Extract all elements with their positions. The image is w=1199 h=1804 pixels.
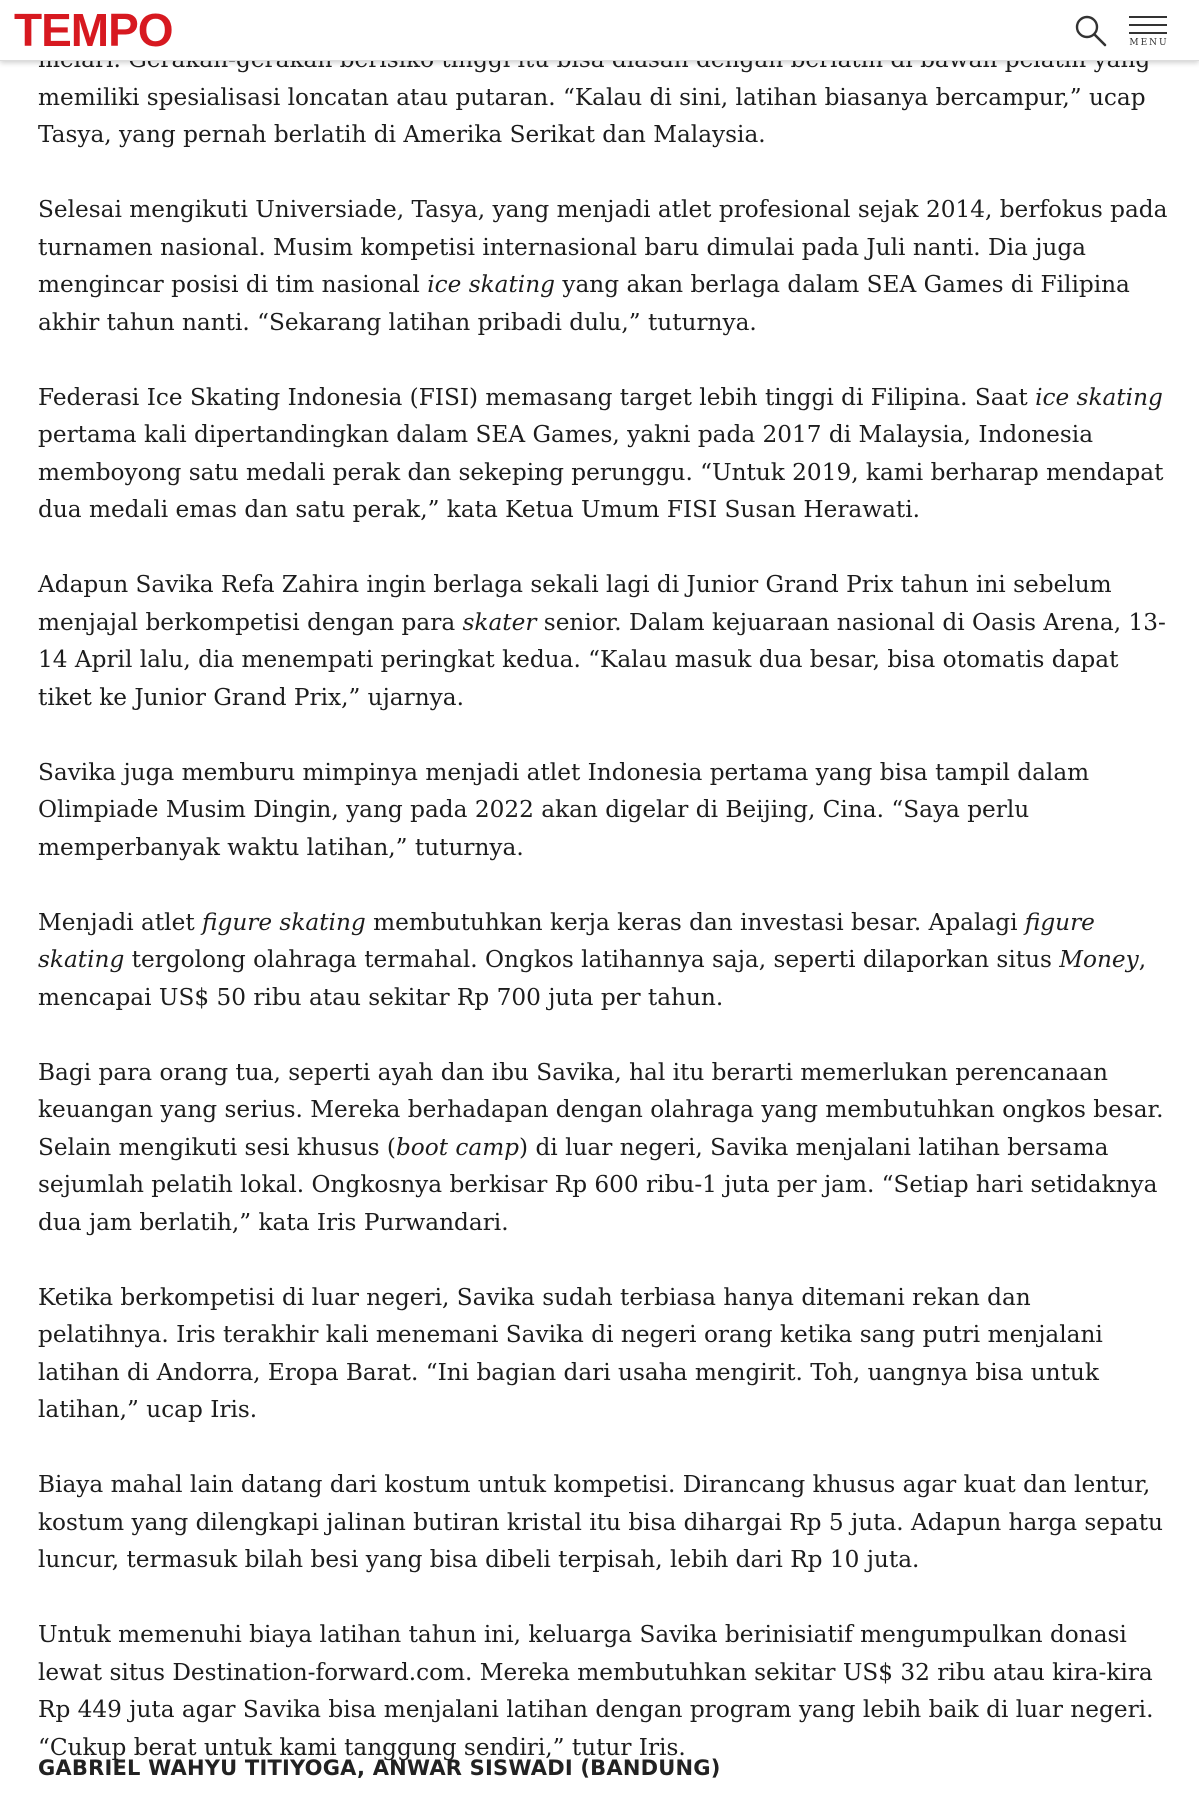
italic-term: figure skating: [38, 908, 1095, 973]
paragraph-text: Selesai mengikuti Universiade, Tasya, yang menjadi atlet profesional sejak 2014, berfokus pada turnamen nasional. Musim kompetisi internasional baru dimulai pada Juli nanti. Dia juga mengincar posisi di tim nasional: [38, 196, 1168, 298]
article-byline: GABRIEL WAHYU TITIYOGA, ANWAR SISWADI (BANDUNG): [38, 1756, 721, 1780]
article-paragraph: [38, 191, 1168, 341]
italic-term: figure skating: [202, 908, 366, 936]
top-nav-bar: [0, 0, 1199, 61]
menu-label: MENU: [1129, 38, 1169, 48]
italic-term: ice skating: [427, 271, 555, 298]
paragraph-text: yang akan berlaga dalam SEA Games di Filipina akhir tahun nanti. “Sekarang latihan pribadi dulu,” tuturnya.: [38, 271, 1130, 336]
hamburger-menu-icon-bar: [1129, 24, 1167, 26]
paragraph-text: , mencapai US$ 50 ribu atau sekitar Rp 700 juta per tahun.: [38, 946, 1147, 1011]
article-paragraph: [38, 1279, 1168, 1429]
italic-term: Money: [1059, 946, 1139, 973]
italic-term: boot camp: [395, 1133, 520, 1161]
paragraph-text: Federasi Ice Skating Indonesia (FISI) memasang target lebih tinggi di Filipina. Saat: [38, 383, 1036, 411]
hamburger-menu-icon: [1129, 16, 1167, 18]
tempo-logo[interactable]: TEMPO: [14, 4, 173, 56]
paragraph-text: ) di luar negeri, Savika menjalani latihan bersama sejumlah pelatih lokal. Ongkosnya berkisar Rp 600 ribu-1 juta per jam. “Setiap hari setidaknya dua jam berlatih,” kata Iris Purwandari.: [38, 1133, 1158, 1236]
paragraph-text: membutuhkan kerja keras dan investasi besar. Apalagi: [365, 908, 1025, 936]
paragraph-text: Bagi para orang tua, seperti ayah dan ibu Savika, hal itu berarti memerlukan perencanaan keuangan yang serius. Mereka berhadapan dengan olahraga yang membutuhkan ongkos besar. Selain mengikuti sesi khusus (: [38, 1058, 1164, 1161]
article-paragraph: [38, 566, 1168, 716]
search-icon[interactable]: [1074, 14, 1108, 48]
paragraph-text: Ketika berkompetisi di luar negeri, Savika sudah terbiasa hanya ditemani rekan dan pelatihnya. Iris terakhir kali menemani Savika di negeri orang ketika sang putri menjalani latihan di Andorra, Eropa Barat. “Ini bagian dari usaha mengirit. Toh, uangnya bisa untuk latihan,” ucap Iris.: [38, 1283, 1103, 1423]
hamburger-menu-icon-bar: [1129, 32, 1167, 34]
article-paragraph: [38, 379, 1168, 529]
article-paragraph: [38, 1054, 1168, 1242]
italic-term: skater: [462, 608, 537, 636]
menu-button[interactable]: [1129, 14, 1169, 50]
article-paragraph: [38, 1616, 1168, 1766]
paragraph-text: Biaya mahal lain datang dari kostum untuk kompetisi. Dirancang khusus agar kuat dan lentur, kostum yang dilengkapi jalinan butiran kristal itu bisa dihargai Rp 5 juta. Adapun harga sepatu luncur, termasuk bilah besi yang bisa dibeli terpisah, lebih dari Rp 10 juta.: [38, 1471, 1163, 1573]
italic-term: ice skating: [1035, 383, 1163, 411]
paragraph-text: Menjadi atlet: [38, 908, 203, 936]
paragraph-text: memiliki spesialisasi loncatan atau putaran. “Kalau di sini, latihan biasanya bercampur,” ucap Tasya, yang pernah berlatih di Amerika Serikat dan Malaysia.: [38, 83, 1146, 148]
paragraph-text: senior. Dalam kejuaraan nasional di Oasis Arena, 13-14 April lalu, dia menempati peringkat kedua. “Kalau masuk dua besar, bisa otomatis dapat tiket ke Junior Grand Prix,” ujarnya.: [38, 608, 1166, 711]
article-body: [38, 41, 1168, 1804]
article-paragraph: [38, 754, 1168, 867]
paragraph-text: Adapun Savika Refa Zahira ingin berlaga sekali lagi di Junior Grand Prix tahun ini sebelum menjajal berkompetisi dengan para: [38, 571, 1112, 636]
paragraph-text: pertama kali dipertandingkan dalam SEA Games, yakni pada 2017 di Malaysia, Indonesia memboyong satu medali perak dan sekeping perunggu. “Untuk 2019, kami berharap mendapat dua medali emas dan satu perak,” kata Ketua Umum FISI Susan Herawati.: [38, 421, 1164, 523]
paragraph-text: tergolong olahraga termahal. Ongkos latihannya saja, seperti dilaporkan situs: [124, 946, 1060, 973]
paragraph-text: Untuk memenuhi biaya latihan tahun ini, keluarga Savika berinisiatif mengumpulkan donasi lewat situs Destination-forward.com. Mereka membutuhkan sekitar US$ 32 ribu atau kira-kira Rp 449 juta agar Savika bisa menjalani latihan dengan program yang lebih baik di luar negeri. “Cukup berat untuk kami tanggung sendiri,” tutur Iris.: [38, 1621, 1154, 1761]
article-paragraph: [38, 1466, 1168, 1579]
paragraph-text: Savika juga memburu mimpinya menjadi atlet Indonesia pertama yang bisa tampil dalam Olimpiade Musim Dingin, yang pada 2022 akan digelar di Beijing, Cina. “Saya perlu memperbanyak waktu latihan,” tuturnya.: [38, 758, 1090, 861]
article-paragraph: [38, 904, 1168, 1017]
